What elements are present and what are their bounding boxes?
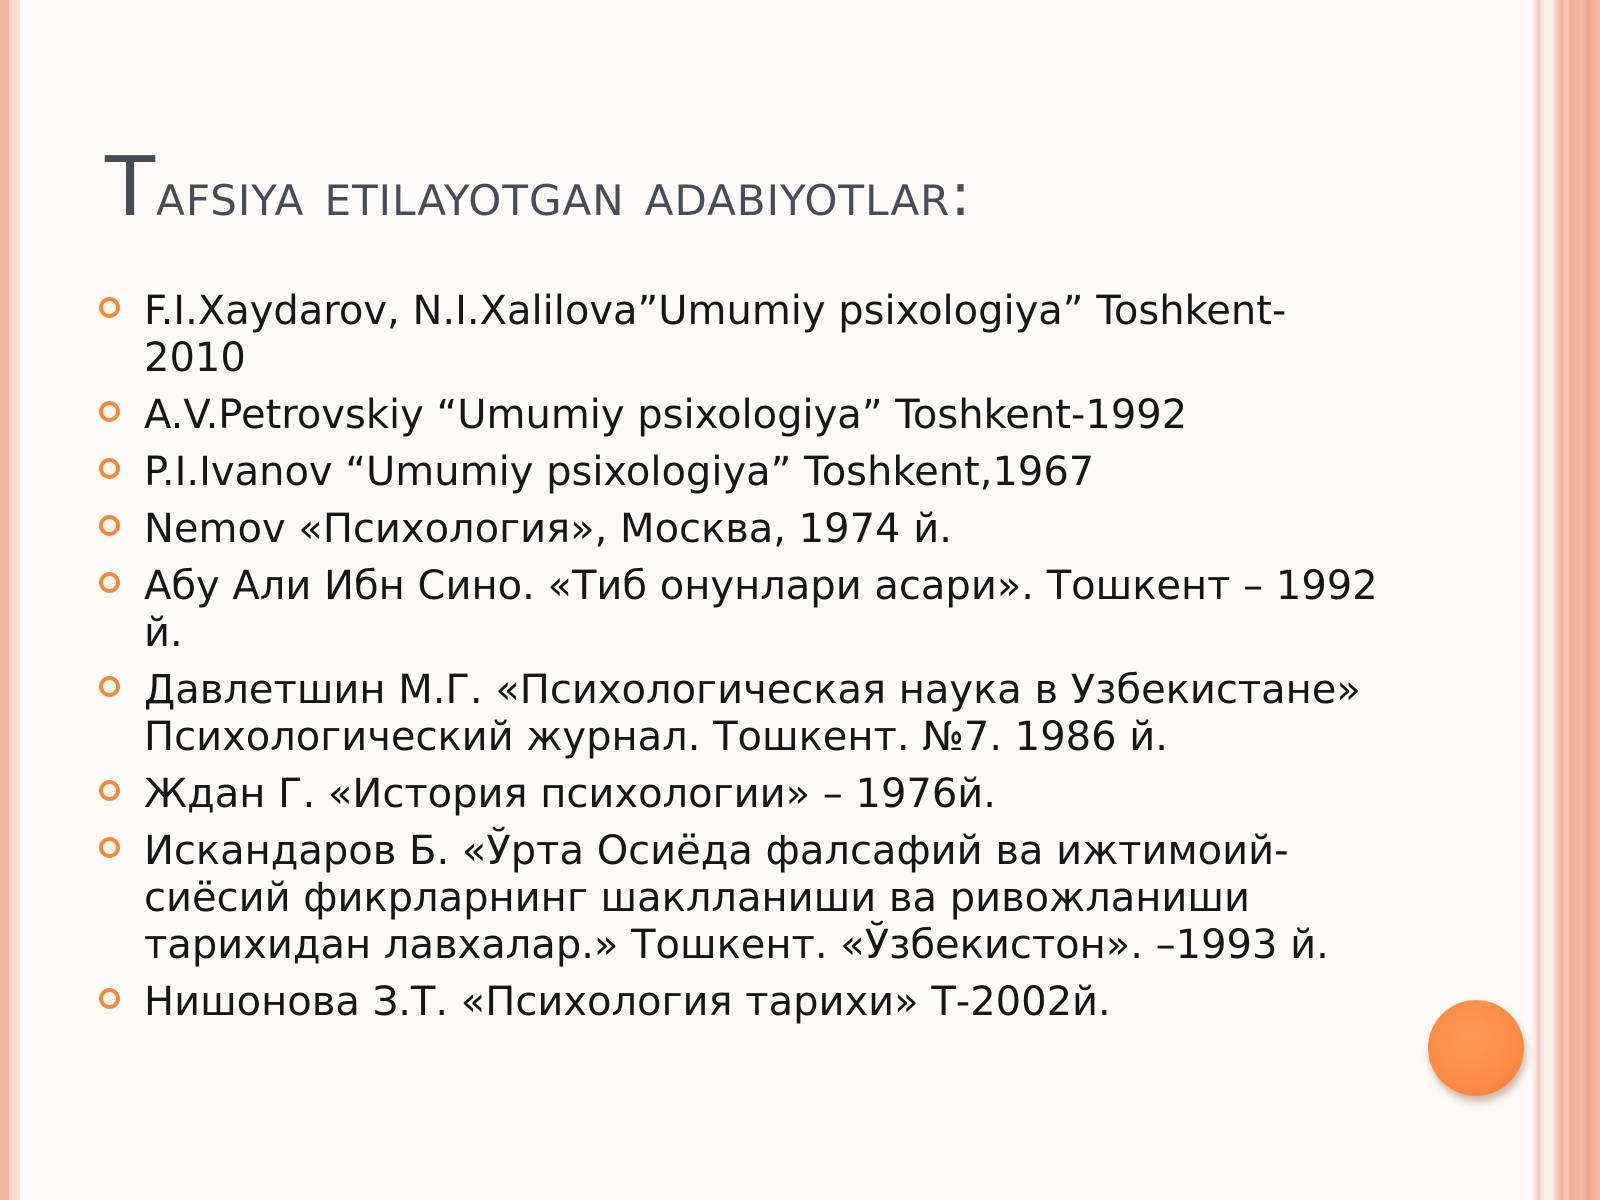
bullet-icon (99, 837, 120, 858)
reference-item (95, 392, 1385, 439)
reference-text: Нишонова З.Т. «Психология тарихи» Т-2002й. (144, 979, 1111, 1025)
reference-text: Искандаров Б. «Ўрта Осиёда фалсафий ва ижтимоий-сиёсий фикрларнинг шаклланиши ва ривожланиши тарихидан лавхалар.» Тошкент. «Ўзбекистон». –1993 й. (144, 828, 1329, 968)
reference-item (95, 506, 1385, 553)
slide-title (105, 140, 972, 235)
reference-item (95, 288, 1385, 382)
bullet-icon (99, 515, 120, 536)
reference-item (95, 449, 1385, 496)
reference-item (95, 771, 1385, 818)
left-border-stripe (0, 0, 20, 1200)
reference-text: Nemov «Психология», Москва, 1974 й. (144, 506, 952, 552)
bullet-icon (99, 572, 120, 593)
reference-item (95, 667, 1385, 761)
bullet-icon (99, 780, 120, 801)
reference-item (95, 828, 1385, 969)
reference-text: Ждан Г. «История психологии» – 1976й. (144, 771, 997, 817)
orange-circle-decoration (1428, 1000, 1524, 1096)
bullet-icon (99, 401, 120, 422)
right-border-stripes (1530, 0, 1600, 1200)
title-initial: T (105, 140, 157, 235)
reference-text: A.V.Petrovskiy “Umumiy psixologiya” Toshkent-1992 (144, 392, 1188, 438)
reference-item (95, 979, 1385, 1026)
reference-text: Абу Али Ибн Сино. «Тиб онунлари асари». Тошкент – 1992 й. (144, 563, 1378, 656)
reference-text: F.I.Xaydarov, N.I.Xalilova”Umumiy psixologiya” Toshkent-2010 (144, 288, 1287, 381)
reference-item (95, 563, 1385, 657)
bullet-icon (99, 988, 120, 1009)
reference-text: P.I.Ivanov “Umumiy psixologiya” Toshkent,1967 (144, 449, 1095, 495)
bullet-icon (99, 297, 120, 318)
title-rest: afsiya etilayotgan adabiyotlar: (156, 160, 972, 230)
reference-list (95, 288, 1385, 1036)
bullet-icon (99, 458, 120, 479)
bullet-icon (99, 676, 120, 697)
reference-text: Давлетшин М.Г. «Психологическая наука в Узбекистане» Психологический журнал. Тошкент. №7. 1986 й. (144, 667, 1361, 760)
